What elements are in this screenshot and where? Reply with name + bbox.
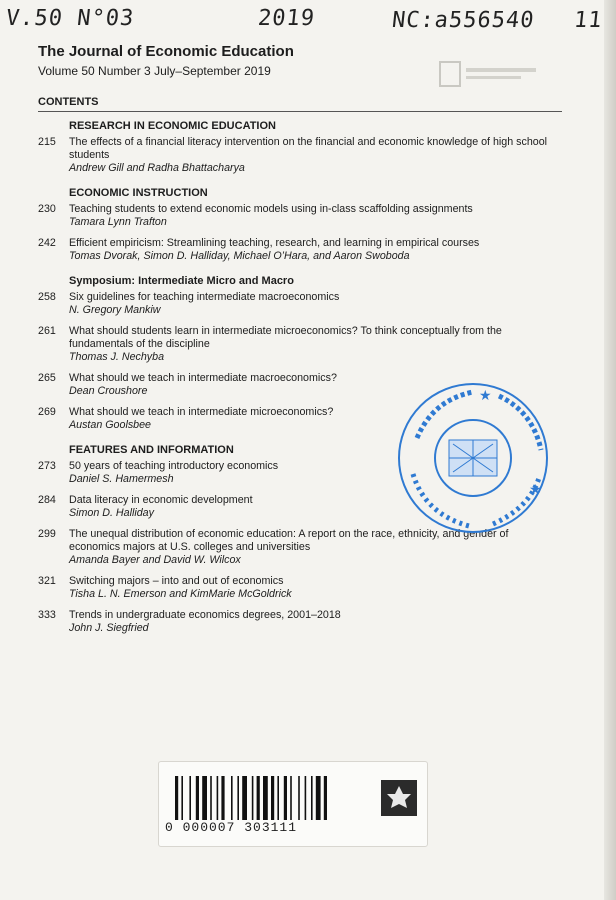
barcode-bars: [175, 776, 375, 820]
article-title: What should we teach in intermediate macroeconomics?: [69, 372, 337, 384]
page-number: 230: [38, 203, 56, 215]
page-number: 333: [38, 609, 56, 621]
page-number: 242: [38, 237, 56, 249]
toc-entry: [38, 325, 548, 364]
article-title: The effects of a financial literacy intervention on the financial and economic knowledge of high school students: [69, 136, 548, 161]
handwritten-volume-note: V.50 N°03: [4, 6, 136, 31]
barcode-bar: [257, 776, 260, 820]
article-authors: Amanda Bayer and David W. Wilcox: [69, 554, 241, 566]
handwritten-year-note: 2019: [256, 6, 317, 31]
barcode-bar: [202, 776, 207, 820]
page-number: 273: [38, 460, 56, 472]
barcode-bar: [252, 776, 254, 820]
article-title: Teaching students to extend economic models using in-class scaffolding assignments: [69, 203, 473, 215]
sticker-emblem-icon: [381, 780, 417, 816]
contents-heading: CONTENTS: [38, 96, 99, 108]
article-authors: Tomas Dvorak, Simon D. Halliday, Michael O’Hara, and Aaron Swoboda: [69, 250, 410, 262]
page-number: 215: [38, 136, 56, 148]
barcode-bar: [311, 776, 313, 820]
barcode-bar: [284, 776, 287, 820]
toc-entry: [38, 203, 548, 229]
barcode-bar: [189, 776, 191, 820]
page-number: 261: [38, 325, 56, 337]
library-stamp: [393, 378, 553, 538]
svg-text:★: ★: [529, 481, 542, 497]
barcode-bar: [324, 776, 327, 820]
publisher-logo-bleed: [438, 60, 548, 90]
issue-line: Volume 50 Number 3 July–September 2019: [38, 64, 271, 78]
article-title: Efficient empiricism: Streamlining teaching, research, and learning in empirical courses: [69, 237, 480, 249]
article-authors: Tamara Lynn Trafton: [69, 216, 167, 228]
article-authors: Simon D. Halliday: [69, 507, 154, 519]
section-heading: RESEARCH IN ECONOMIC EDUCATION: [69, 120, 276, 132]
section-heading: ECONOMIC INSTRUCTION: [69, 187, 208, 199]
toc-entry: [38, 136, 548, 175]
article-authors: Dean Croushore: [69, 385, 148, 397]
article-authors: Andrew Gill and Radha Bhattacharya: [69, 162, 245, 174]
page-number: 258: [38, 291, 56, 303]
toc-entry: [38, 237, 548, 263]
barcode-sticker: [158, 761, 428, 847]
article-authors: Austan Goolsbee: [69, 419, 151, 431]
article-title: The unequal distribution of economic education: A report on the race, ethnicity, and gender of economics majors at U.S. colleges and universities: [69, 528, 509, 553]
article-authors: Daniel S. Hamermesh: [69, 473, 174, 485]
article-title: Data literacy in economic development: [69, 494, 253, 506]
toc-entry: [38, 609, 548, 635]
barcode-bar: [271, 776, 274, 820]
page-number: 265: [38, 372, 56, 384]
article-authors: Tisha L. N. Emerson and KimMarie McGoldrick: [69, 588, 292, 600]
article-authors: N. Gregory Mankiw: [69, 304, 161, 316]
scan-edge: [604, 0, 616, 900]
article-title: Trends in undergraduate economics degrees, 2001–2018: [69, 609, 341, 621]
section-heading: FEATURES AND INFORMATION: [69, 444, 234, 456]
article-title: Switching majors – into and out of economics: [69, 575, 284, 587]
barcode-bar: [181, 776, 183, 820]
page-number: 321: [38, 575, 56, 587]
article-title: 50 years of teaching introductory economics: [69, 460, 279, 472]
article-authors: John J. Siegfried: [69, 622, 149, 634]
page-number: 299: [38, 528, 56, 540]
barcode-bar: [196, 776, 199, 820]
article-authors: Thomas J. Nechyba: [69, 351, 165, 363]
barcode-bar: [231, 776, 233, 820]
svg-text:★: ★: [479, 387, 492, 403]
article-title: Six guidelines for teaching intermediate macroeconomics: [69, 291, 340, 303]
journal-title: The Journal of Economic Education: [38, 43, 294, 60]
barcode-bar: [175, 776, 178, 820]
barcode-bar: [263, 776, 268, 820]
barcode-bar: [221, 776, 224, 820]
page-number: 284: [38, 494, 56, 506]
barcode-bar: [305, 776, 307, 820]
toc-entry: [38, 575, 548, 601]
barcode-bar: [316, 776, 321, 820]
barcode-number: 0 000007 303111: [165, 820, 298, 835]
barcode-bar: [290, 776, 292, 820]
section-heading: Symposium: Intermediate Micro and Macro: [69, 275, 294, 287]
barcode-bar: [242, 776, 247, 820]
page-number: 269: [38, 406, 56, 418]
barcode-bar: [217, 776, 219, 820]
article-title: What should we teach in intermediate microeconomics?: [69, 406, 334, 418]
barcode-bar: [210, 776, 212, 820]
handwritten-nc-note: NC:a556540: [390, 8, 536, 33]
handwritten-corner-note: 11: [572, 8, 604, 33]
article-title: What should students learn in intermediate microeconomics? To think conceptually from the fundamentals of the discipline: [69, 325, 502, 350]
barcode-bar: [237, 776, 239, 820]
contents-rule: [38, 111, 562, 112]
barcode-bar: [277, 776, 279, 820]
barcode-bar: [298, 776, 300, 820]
toc-entry: [38, 291, 548, 317]
